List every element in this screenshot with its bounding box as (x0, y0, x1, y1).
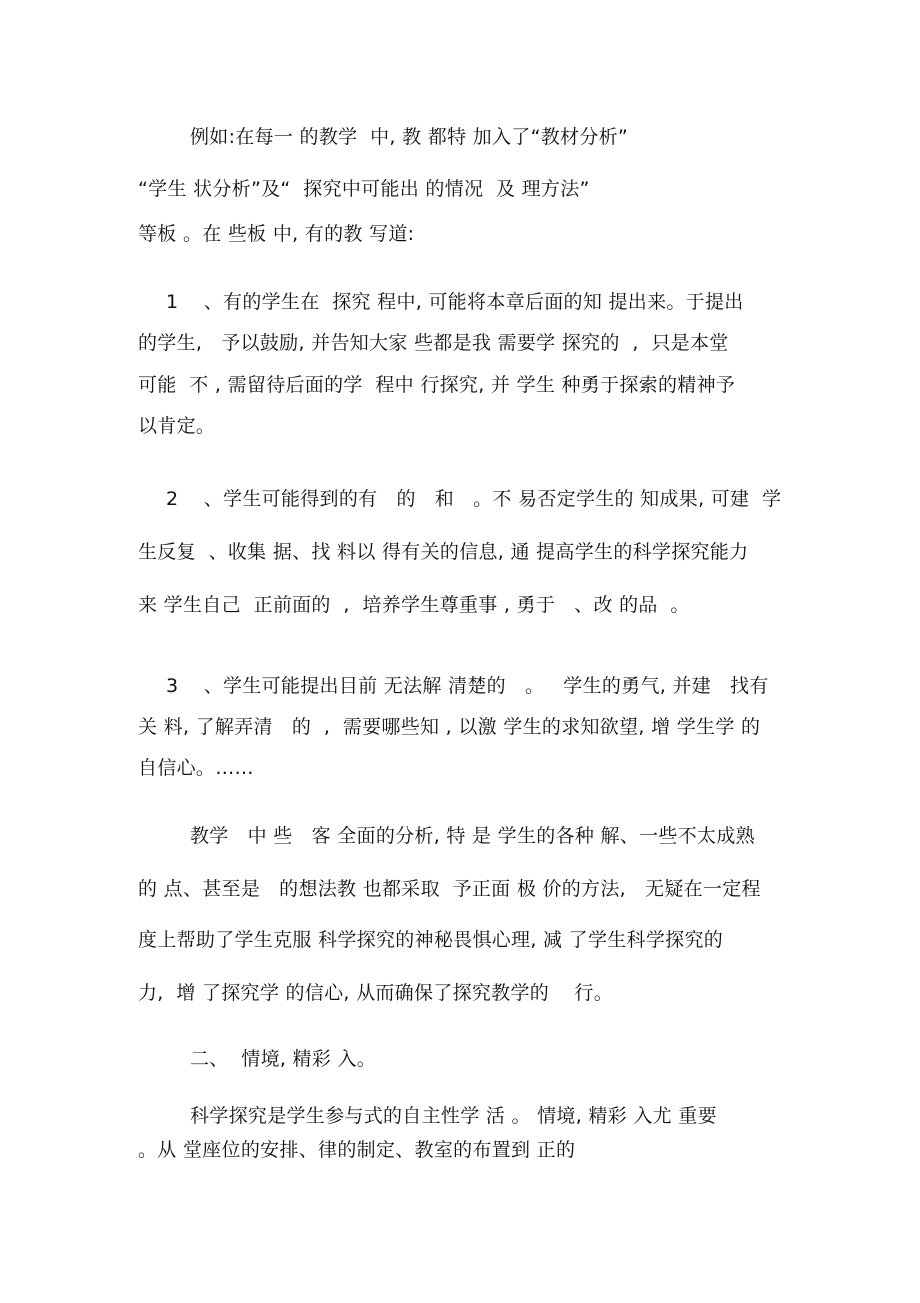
paragraph-4-line-2: 关 料, 了解弄清 的 , 需要哪些知 , 以激 学生的求知欲望, 增 学生学 的 (138, 716, 761, 738)
paragraph-4-line-1: 3 、学生可能提出目前 无法解 清楚的 。 学生的勇气, 并建 找有 (166, 675, 769, 697)
paragraph-2-line-2: 的学生, 予以鼓励, 并告知大家 些都是我 需要学 探究的 , 只是本堂 (138, 332, 729, 354)
paragraph-3-line-1: 2 、学生可能得到的有 的 和 。不 易否定学生的 知成果, 可建 学 (166, 488, 782, 510)
paragraph-3-line-2: 生反复 、收集 据、找 料以 得有关的信息, 通 提高学生的科学探究能力 (138, 541, 749, 563)
paragraph-2-line-4: 以肯定。 (138, 415, 216, 437)
paragraph-7-line-2: 。从 堂座位的安排、律的制定、教室的布置到 正的 (138, 1139, 576, 1161)
paragraph-2-line-1: 1 、有的学生在 探究 程中, 可能将本章后面的知 提出来。于提出 (166, 291, 744, 313)
paragraph-1-line-3: 等板 。在 些板 中, 有的教 写道: (138, 223, 415, 245)
paragraph-5-line-4: 力, 增 了探究学 的信心, 从而确保了探究教学的 行。 (138, 982, 614, 1004)
paragraph-5-line-3: 度上帮助了学生克服 科学探究的神秘畏惧心理, 减 了学生科学探究的 (138, 929, 724, 951)
paragraph-3-line-3: 来 学生自己 正前面的 , 培养学生尊重事 , 勇于 、改 的品 。 (138, 594, 690, 616)
paragraph-4-line-3: 自信心。…… (138, 757, 254, 779)
section-heading: 二、 情境, 精彩 入。 (190, 1048, 377, 1070)
paragraph-1-line-1: 例如:在每一 的教学 中, 教 都特 加入了“教材分析” (190, 126, 629, 148)
paragraph-5-line-2: 的 点、甚至是 的想法教 也都采取 予正面 极 价的方法, 无疑在一定程 (138, 878, 761, 900)
paragraph-5-line-1: 教学 中 些 客 全面的分析, 特 是 学生的各种 解、一些不太成熟 (190, 825, 755, 847)
paragraph-7-line-1: 科学探究是学生参与式的自主性学 活 。 情境, 精彩 入尤 重要 (190, 1105, 717, 1127)
paragraph-1-line-2: “学生 状分析”及“ 探究中可能出 的情况 及 理方法” (138, 178, 590, 200)
paragraph-2-line-3: 可能 不 , 需留待后面的学 程中 行探究, 并 学生 种勇于探索的精神予 (138, 374, 736, 396)
